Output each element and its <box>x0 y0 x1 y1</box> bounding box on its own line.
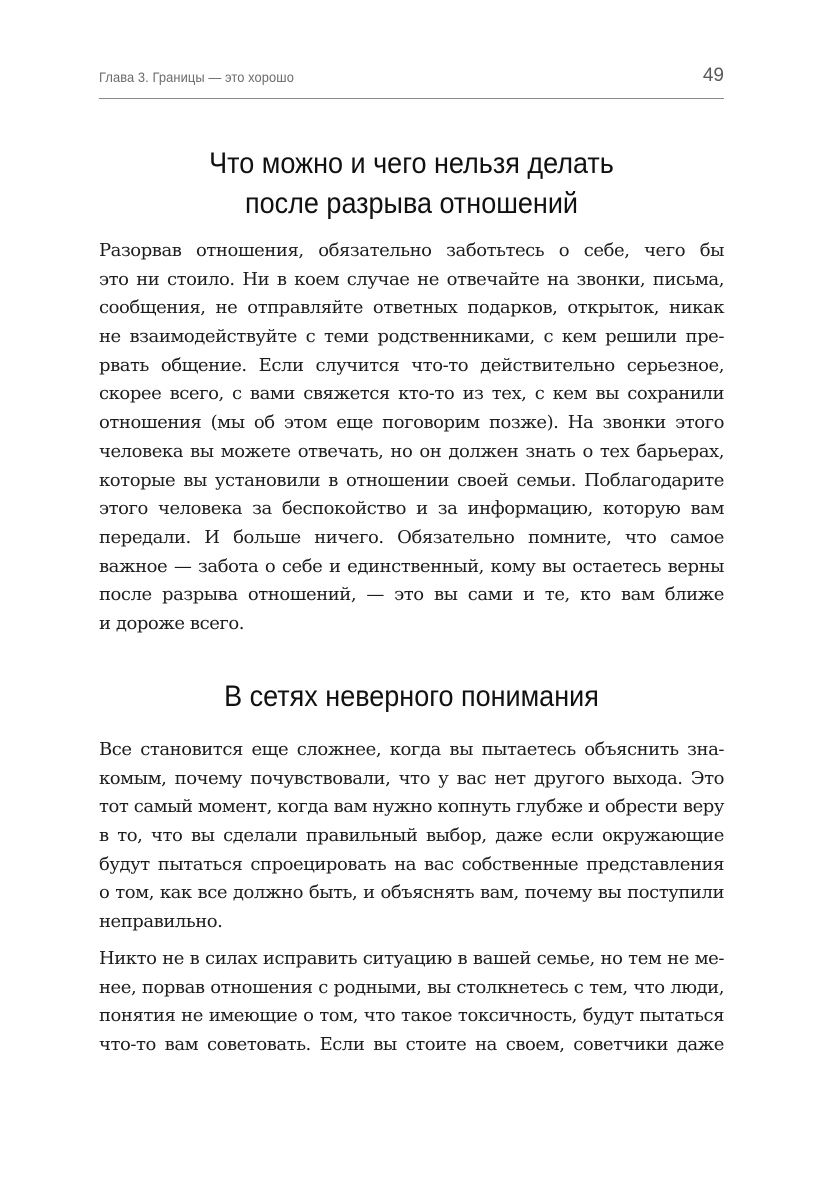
text-line: это ни стоило. Ни в коем случае не отвечайте на звонки, письма, <box>99 268 724 290</box>
text-line: в то, что вы сделали правильный выбор, даже если окружающие <box>99 825 724 847</box>
text-line: о том, как все должно быть, и объяснять вам, почему вы поступили <box>99 882 724 904</box>
text-line: Никто не в силах исправить ситуацию в вашей семье, но тем не ме- <box>99 948 724 969</box>
text-line: которые вы установили в отношении своей семьи. Поблагодарите <box>99 469 724 491</box>
heading-line: Что можно и чего нельзя делать <box>209 147 614 180</box>
text-line: скорее всего, с вами свяжется кто-то из тех, с кем вы сохранили <box>99 383 724 405</box>
paragraph-after-breakup <box>99 237 724 639</box>
text-line: будут пытаться спроецировать на вас собственные представления <box>99 853 724 875</box>
page-number: 49 <box>702 65 724 86</box>
text-line: нее, порвав отношения с родными, вы столкнетесь с тем, что люди, <box>99 976 724 998</box>
text-line: передали. И больше ничего. Обязательно помните, что самое <box>99 526 724 548</box>
section-heading-misunderstanding <box>99 677 724 717</box>
text-line: тот самый момент, когда вам нужно копнуть глубже и обрести веру <box>99 796 724 818</box>
text-line: Разорвав отношения, обязательно заботьтесь о себе, чего бы <box>99 240 724 261</box>
section-heading-after-breakup <box>99 144 724 224</box>
text-line: человека вы можете отвечать, но он должен знать о тех барьерах, <box>99 440 724 462</box>
text-line: Все становится еще сложнее, когда вы пытаетесь объяснить зна- <box>99 739 724 760</box>
text-line: отношения (мы об этом еще поговорим позже). На звонки этого <box>99 412 724 434</box>
text-line: важное — забота о себе и единственный, кому вы остаетесь верны <box>99 555 724 577</box>
heading-line: В сетях неверного понимания <box>224 680 599 713</box>
heading-line: после разрыва отношений <box>245 187 578 220</box>
text-line: понятия не имеющие о том, что такое токсичность, будут пытаться <box>99 1005 724 1027</box>
text-line: и дороже всего. <box>99 612 245 634</box>
text-line: неправильно. <box>99 911 223 933</box>
paragraph-misunderstanding-2 <box>99 945 724 1060</box>
paragraph-misunderstanding-1 <box>99 736 724 937</box>
text-line: что-то вам советовать. Если вы стоите на своем, советчики даже <box>99 1034 724 1056</box>
text-line: комым, почему почувствовали, что у вас нет другого выхода. Это <box>99 767 724 789</box>
text-line: после разрыва отношений, — это вы сами и те, кто вам ближе <box>99 584 724 606</box>
chapter-title: Глава 3. Границы — это хорошо <box>99 69 294 85</box>
text-line: этого человека за беспокойство и за информацию, которую вам <box>99 498 724 520</box>
text-line: рвать общение. Если случится что-то действительно серьезное, <box>99 354 724 376</box>
text-line: сообщения, не отправляйте ответных подарков, открыток, никак <box>99 297 724 319</box>
running-header <box>99 64 724 99</box>
text-line: не взаимодействуйте с теми родственниками, с кем решили пре- <box>99 326 724 348</box>
